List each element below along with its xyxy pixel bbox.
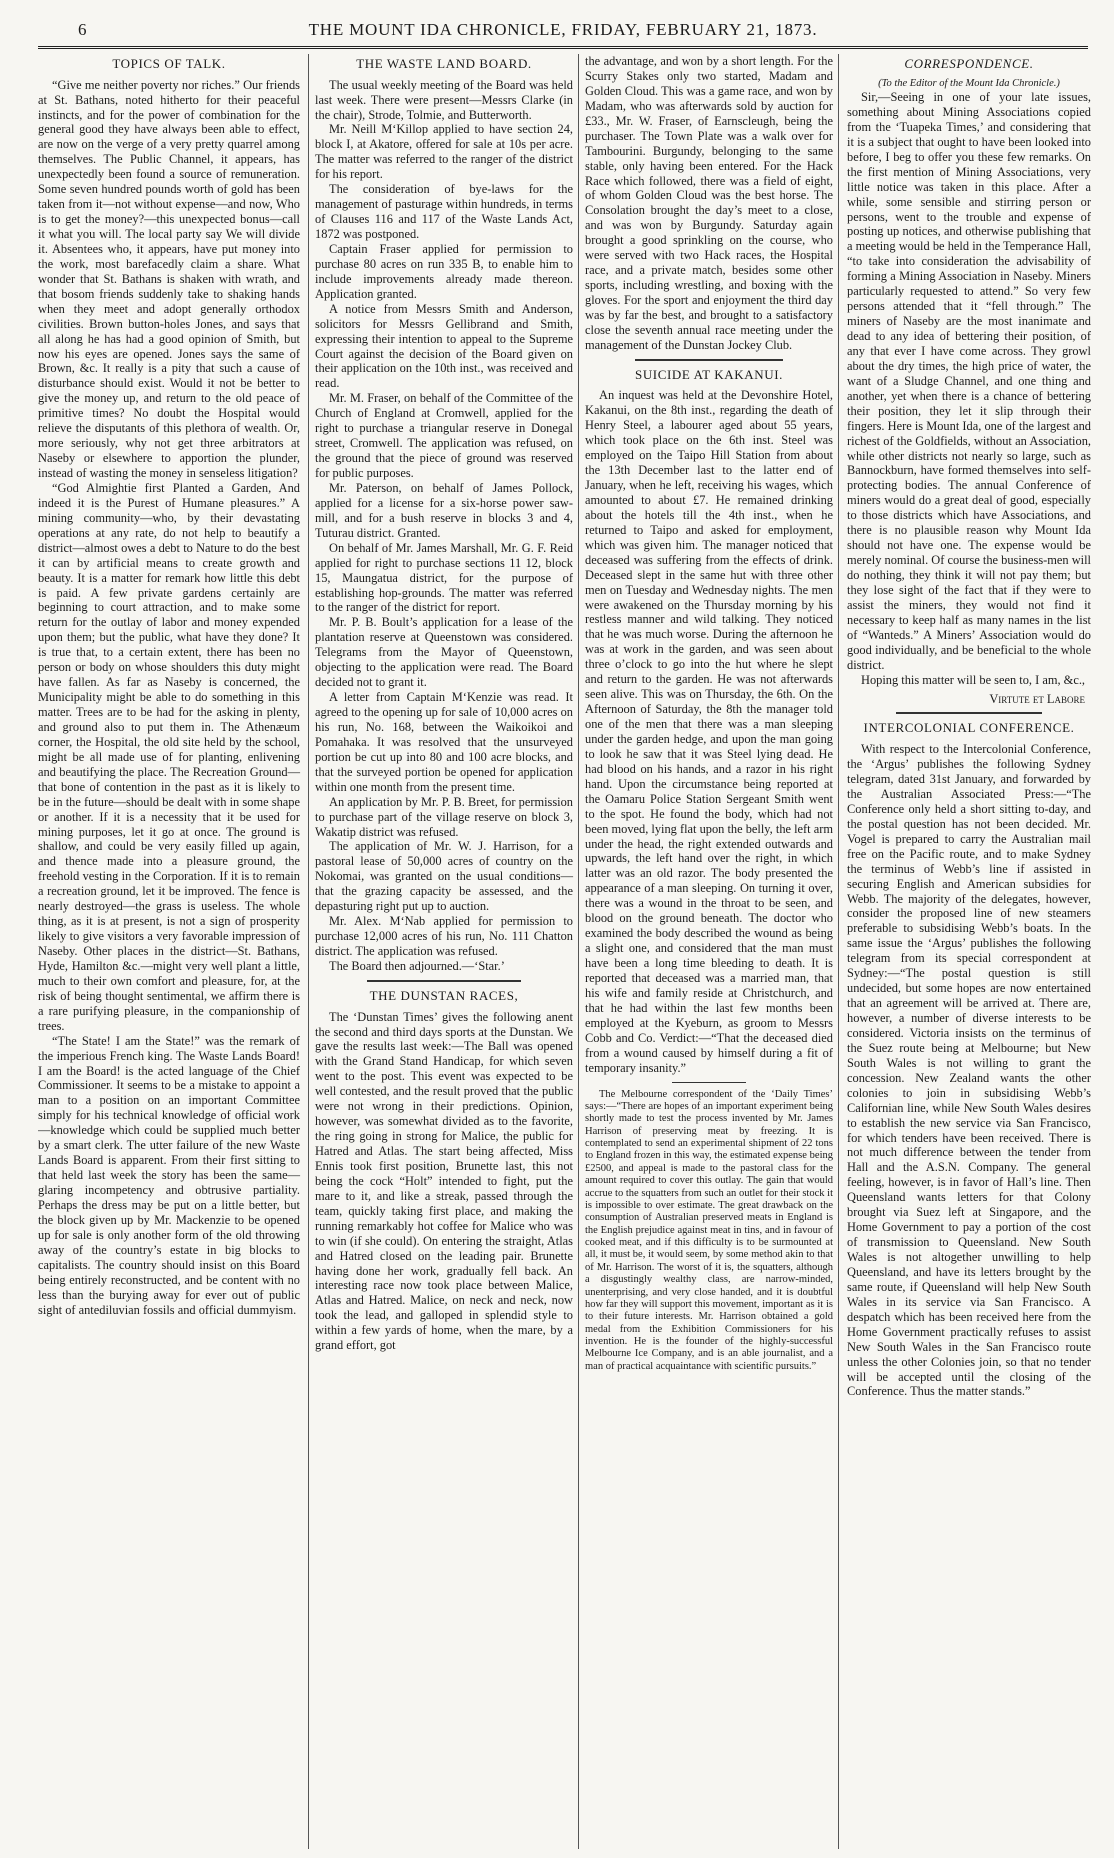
paragraph: Mr. Alex. M‘Nab applied for permission to purchase 12,000 acres of his run, No. 111 Chatton district. The application was refused. [315,914,573,959]
section-divider [367,980,522,982]
column-1 [38,54,306,1849]
paragraph: The consideration of bye-laws for the management of pasturage within hundreds, in terms of Clauses 116 and 117 of the Waste Lands Act, 1872 was postponed. [315,182,573,242]
paragraph: The Board then adjourned.—‘Star.’ [329,958,505,973]
paragraph: “Give me neither poverty nor riches.” Our friends at St. Bathans, noted hitherto for their peaceful instincts, and for the power of combination for the general good they have always been able to effect, are now on the verge of a very pretty quarrel among themselves. The Public Channel, it appears, has unexpectedly been found a source of remuneration. Some seven hundred pounds worth of gold has been taken from it—not without expense—and now, Who is to get the money?—this unexpected bonus—call it what you will. The local party say We will divide it. Absentees who, it appears, have put money into the work, most barefacedly claim a share. What wonder that St. Bathans is shaken with wrath, and that bosom friends suddenly take to shaking hands when they meet and adopt generally orthodox civilities. Brown button-holes Jones, and says that all along he has had a good opinion of Smith, but now his eyes are opened. Jones says the same of Brown, &c. It really is a pity that such a cause of disturbance should exist. Would it not be better to give the money up, and return to the old peace of primitive times? No doubt the Hospital would relieve the disputants of this plethora of wealth. Or, more seriously, why not get three arbitrators at Naseby or elsewhere to apportion the plunder, instead of wasting the money in senseless litigation? [38,77,300,481]
paragraph: An application by Mr. P. B. Breet, for permission to purchase part of the village reserve on block 3, Wakatip district was refused. [315,794,573,839]
paragraph: An inquest was held at the Devonshire Hotel, Kakanui, on the 8th inst., regarding the death of Henry Steel, a labourer aged about 55 years, which took place on the 6th inst. Steel was employed on the Taipo Hill Station from about the 13th December last to the latter end of January, when he left, receiving his wages, which amounted to about £7. He remained drinking about the hotels till the 4th inst., when he returned to Taipo and asked for employment, which was given him. The manager noticed that deceased was suffering from the effects of drink. Deceased slept in the same hut with three other men on Tuesday and Wednesday nights. The men were awakened on the Thursday morning by his restless manner and wild talking. They noticed that he was much worse. During the afternoon he was at work in the garden, and was seen about three o’clock to go into the hut where he slept and return to the garden. He was not afterwards seen alive. This was on Thursday, the 6th. On the Afternoon of Saturday, the 8th the manager told one of the men that there was a man sleeping under the garden hedge, and upon the man going to look he saw that it was Steel lying dead. He had blood on his hands, and a razor in his right hand. Upon the circumstance being reported at the Oamaru Police Station Sergeant Smith went to the spot. He found the body, which had not been moved, lying flat upon the belly, the left arm under the head, the right extended outwards and upwards, the left hand over the right, in which latter was an old razor. The body presented the appearance of a man sleeping. On turning it over, there was a wound in the throat to be seen, and blood on the ground beneath. The doctor who examined the body described the wound as being a slight one, and considered that the man must have been a long time bleeding to death. It is reported that deceased was a married man, that his wife and family reside at Christchurch, and that he had within the last few months been employed at the Kyeburn, as groom to Messrs Cobb and Co. Verdict:—“That the deceased died from a wound caused by himself during a fit of temporary insanity.” [585,388,833,1075]
newspaper-title: THE MOUNT IDA CHRONICLE, FRIDAY, FEBRUARY 21, 1873. [308,20,818,39]
paragraph: The ‘Dunstan Times’ gives the following anent the second and third days sports at the Dunstan. We gave the results last week:—The Ball was opened with the Grand Stand Handicap, for which seven went to the post. This event was expected to be well contested, and the result proved that the public were not wrong in their predictions. Opinion, however, was somewhat divided as to the favorite, the ring going in strong for Malice, the public for Hatred and Atlas. The start being affected, Miss Ennis took first position, Brunette last, this not being the cock “Holt” intended to fight, put the mare to it, and like a streak, passed through the team, quickly taking first place, and making the running remarkably hot coffee for Malice who was to win (if she could). On entering the straight, Atlas and Hatred closed on the leading pair. Brunette having done her work, gradually fell back. An interesting race now took place between Malice, Atlas and Hatred. Malice, on neck and neck, now took the lead, and galloped in splendid style to within a few yards of home, when the mare, by a grand effort, got [315,1009,573,1353]
heading-correspondence: CORRESPONDENCE. [904,56,1034,71]
column-2 [308,54,579,1849]
paragraph: The usual weekly meeting of the Board was held last week. There were present—Messrs Clarke (in the chair), Strode, Tolmie, and Butterworth. [315,77,573,122]
masthead [38,14,1088,49]
paragraph: Mr. Paterson, on behalf of James Pollock, applied for a license for a six-horse power saw-mill, and for a bush reserve in blocks 3 and 4, Tuturau district. Granted. [315,480,573,540]
paragraph: Captain Fraser applied for permission to purchase 80 acres on run 335 B, to enable him to include improvements already made thereon. Application granted. [315,241,573,301]
letter-signature: Virtute et Labore [989,691,1085,706]
heading-dunstan-races: THE DUNSTAN RACES, [369,987,519,1003]
column-3 [578,54,839,1849]
article-columns [38,54,1091,1849]
paragraph: A letter from Captain M‘Kenzie was read. It agreed to the opening up for sale of 10,000 acres on his run, No. 168, between the Waikoikoi and Pomahaka. It was resolved that the unsurveyed portion be cut up into 80 and 100 acre blocks, and that the surveyed portion be opened for application within one month from the present time. [315,690,573,794]
paragraph: Mr. Neill M‘Killop applied to have section 24, block I, at Akatore, offered for sale at 10s per acre. The matter was referred to the ranger of the district for his report. [315,122,573,182]
letter-closing: Hoping this matter will be seen to, I am, &c., [861,672,1086,687]
heading-suicide-at-kakanui: SUICIDE AT KAKANUI. [634,366,784,382]
paragraph: On behalf of Mr. James Marshall, Mr. G. F. Reid applied for right to purchase sections 11 12, block 15, Maungatua district, for the purpose of establishing hop-grounds. The matter was referred to the ranger of the district for report. [315,540,573,615]
editor-note: (To the Editor of the Mount Ida Chronicle.) [878,77,1060,89]
heading-waste-land-board: THE WASTE LAND BOARD. [356,56,532,71]
paragraph: Mr. M. Fraser, on behalf of the Committee of the Church of England at Cromwell, applied for the right to purchase a triangular reserve in Donegal street, Cromwell. The application was refused, on the ground that the piece of ground was reserved for public purposes. [315,391,573,481]
news-note: The Melbourne correspondent of the ‘Daily Times’ says:—“There are hopes of an important experiment being shortly made to test the process invented by Mr. James Harrison of preserving meat by freezing. It is contemplated to send an experimental shipment of 22 tons to England frozen in this way, the estimated expense being £2500, and appeal is made to the pastoral class for the amount required to cover this outlay. The gain that would accrue to the squatters from such an outlet for their stock it is impossible to over estimate. The great drawback on the consumption of Australian preserved meats in England is the English prejudice against meat in tins, and in favour of cooked meat, and if this difficulty is to be surmounted at all, it must be, it would seem, by some method akin to that of Mr. Harrison. The worst of it is, the squatters, although a disgustingly wealthy class, are narrow-minded, unenterprising, and very close handed, and it is doubtful how far they will support this movement, important as it is to their future interests. Mr. Harrison obtained a gold medal from the Exhibition Commissioners for his invention. He is the founder of the highly-successful Melbourne Ice Company, and is an able journalist, and a man of practical acquaintance with scientific pursuits.” [585,1088,833,1372]
section-divider [672,1082,746,1083]
page-number: 6 [78,20,87,39]
letter-paragraph: Sir,—Seeing in one of your late issues, something about Mining Associations copied from the ‘Tuapeka Times,’ and considering that it is a subject that ought to have been looked into before, I beg to offer you these few remarks. On the first mention of Mining Associations, very little notice was taken in this place. After a while, some sensible and stirring person or persons, went to the trouble and expense of posting up notices, and otherwise publishing that a meeting would be held in the Temperance Hall, “to take into consideration the advisability of forming a Mining Association in Naseby. Miners particularly requested to attend.” So very few persons attended that it “fell through.” The miners of Naseby are the most inanimate and dead to any idea of bettering their position, of any that ever I have come across. They growl about the dry times, the high price of water, the want of a Sludge Channel, and one thing and another, yet when there is a chance of bettering their position, they let it slip through their fingers. Here is Mount Ida, one of the largest and richest of the Goldfields, without an Association, while other districts not nearly so large, such as Bannockburn, have formed themselves into self-protecting bodies. The annual Conference of miners would do a great deal of good, especially to those districts which have Associations, and there is no plausible reason why Mount Ida should not have one. The expense would be merely nominal. Of course the business-men will do nothing, they think it will not pay them; but they lose sight of the fact that if they were to assist the miners, they would not find it necessary to keep half as many names in the list of “Wanteds.” A Miners’ Association would do good individually, and be beneficial to the whole district. [847,90,1091,672]
paragraph: “The State! I am the State!” was the remark of the imperious French king. The Waste Lands Board! I am the Board! is the acted language of the Chief Commissioner. It seems to be a mistake to appoint a man to a position on an important Committee simply for his technical knowledge of official work—knowledge which could be supplied much better by a smart clerk. The utter failure of the new Waste Lands Board is apparent. From their first sitting to that held last week the story has been the same—glaring incompetency and obtrusive partiality. Perhaps the dress may be put on a little better, but the block given up by Mr. Mackenzie to be opened up for sale is only another form of the old throwing away of the country’s estate in big blocks to capitalists. The country should insist on this Board being entirely reconstructed, and be content with no less than the burying away for ever out of public sight of antediluvian fossils and official dummyism. [38,1033,300,1317]
column-4 [838,54,1091,1849]
section-divider [635,359,784,361]
heading-intercolonial-conference: INTERCOLONIAL CONFERENCE. [863,720,1075,736]
heading-topics-of-talk: TOPICS OF TALK. [112,56,226,71]
section-divider [896,712,1042,714]
paragraph: A notice from Messrs Smith and Anderson, solicitors for Messrs Gellibrand and Smith, expressing their intention to appeal to the Supreme Court against the decision of the Board given on their application on the 10th inst., was received and read. [315,301,573,391]
paragraph: The application of Mr. W. J. Harrison, for a pastoral lease of 50,000 acres of country on the Nokomai, was granted on the usual conditions—that the grazing capacity be assessed, and the depasturing right put up to auction. [315,839,573,914]
paragraph: the advantage, and won by a short length. For the Scurry Stakes only two started, Madam and Golden Cloud. This was a game race, and won by Madam, who was afterwards sold by auction for £33., Mr. W. Fraser, of Earnscleugh, being the purchaser. The Town Plate was a walk over for Tambourini. Burgundy, belonging to the same stable, only having been entered. For the Hack Race which followed, there was a field of eight, of whom Golden Cloud was the best horse. The Consolation brought the day’s meet to a close, and was won by Burgundy. Saturday again brought a good sprinkling on the course, who were served with two Hack races, the Hospital race, and a private match, besides some other sports, including wrestling, and boxing with the gloves. For the sport and enjoyment the third day was by far the best, and brought to a satisfactory close the seventh annual race meeting under the management of the Dunstan Jockey Club. [585,54,833,352]
paragraph: With respect to the Intercolonial Conference, the ‘Argus’ publishes the following Sydney telegram, dated 31st January, and forwarded by the Australian Associated Press:—“The Conference only held a short sitting to-day, and the postal question has not been decided. Mr. Vogel is prepared to carry the Australian mail free on the Pacific route, and to make Sydney the terminus of Webb’s line if assisted in securing English and American subsidies for Webb. The majority of the delegates, however, consider the proposed line of new steamers preferable to subsidising Webb’s boats. In the same issue the ‘Argus’ publishes the following telegram from its special correspondent at Sydney:—“The postal question is still undecided, but some hopes are now entertained that an agreement will be arrived at. There are, however, a number of diverse interests to be considered. Victoria insists on the terminus of the Suez route being at Melbourne; but New South Wales is not willing to grant the concession. New Zealand wants the other colonies to join in subsidising Webb’s Californian line, while New South Wales desires to establish the new service via San Francisco, for which tenders have been received. There is not much difference between the tender from Hall and the A.S.N. Company. The general feeling, however, is in favor of Hall’s line. Then Queensland wants letters for that Colony brought via Suez left at Singapore, and the Home Government to pay a portion of the cost of transmission to Queensland. New South Wales is not altogether unwilling to help Queensland, and have its letters brought by the same route, if Queensland will help New South Wales in its service via San Francisco. A despatch which has been received here from the Home Government practically refuses to assist New South Wales in the San Francisco route unless the other Colonies join, so that no tender will be accepted until the closing of the Conference. Thus the matter stands.” [847,742,1091,1399]
paragraph: Mr. P. B. Boult’s application for a lease of the plantation reserve at Queenstown was considered. Telegrams from the Mayor of Queenstown, objecting to the application were read. The Board decided not to grant it. [315,615,573,690]
paragraph: “God Almightie first Planted a Garden, And indeed it is the Purest of Humane pleasures.” A mining community—who, by their devastating operations at any rate, do not help to beautify a district—almost owes a debt to Nature to do the best it can by artificial means to create growth and beauty. It is a matter for remark how little this debt is paid. A few private gardens certainly are beginning to court attraction, and to make some return for the outlay of labor and money expended upon them; but the public, what have they done? It is true that, to a certain extent, there has been no person or body on whose shoulders this duty might have fallen. As far as Naseby is concerned, the Municipality might be able to do something in this matter. Trees are to be had for the asking in plenty, and ground also to put them in. The Athenæum corner, the Hospital, the old site held by the school, might be all made use of for planting, enlivening and beautifying the place. The Recreation Ground—that bone of contention in the past as it is likely to be in the future—should be dealt with in some shape or another. If it is a necessity that it be used for mining purposes, let it go at once. The ground is shallow, and could be very easily filled up again, and thence made into a pleasure ground, the freehold vesting in the Corporation. If it is to remain a recreation ground, let it be improved. The fence is nearly destroyed—the grass is useless. The whole thing, as it is at present, is not a sign of prosperity likely to give visitors a very favorable impression of Naseby. Other places in the district—St. Bathans, Hyde, Hamilton &c.—might very well plant a little, much to their own comfort and pleasure, for, at the risk of being thought sentimental, we affirm there is a rare purifying pleasure, in the companionship of trees. [38,480,300,1033]
